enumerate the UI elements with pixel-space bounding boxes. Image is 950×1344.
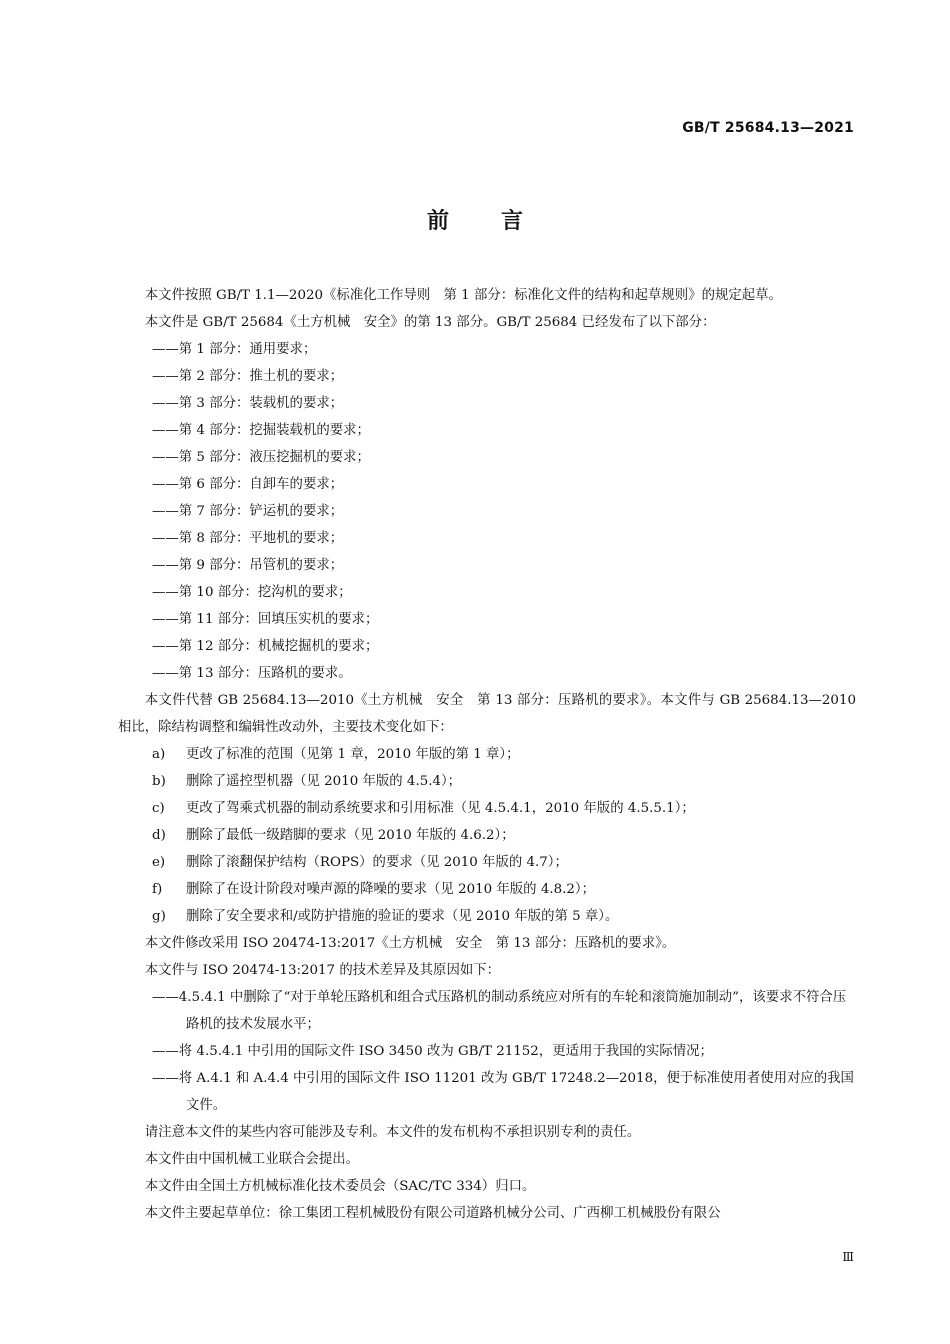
differences-intro: 本文件与 ISO 20474-13:2017 的技术差异及其原因如下：: [144, 963, 501, 978]
difference-item: ——将 4.5.4.1 中引用的国际文件 ISO 3450 改为 GB/T 21152，更适用于我国的实际情况；: [152, 1044, 713, 1059]
change-item: [118, 822, 856, 849]
change-item-label: f): [152, 882, 163, 897]
parts-list: [118, 336, 856, 687]
parts-list-item: ——第 12 部分：机械挖掘机的要求；: [152, 639, 379, 654]
adopt-statement: 本文件修改采用 ISO 20474-13:2017《土方机械 安全 第 13 部分：压路机的要求》。: [144, 936, 676, 951]
change-item: [118, 741, 856, 768]
page-number: Ⅲ: [842, 1250, 854, 1264]
difference-item: ——将 A.4.1 和 A.4.4 中引用的国际文件 ISO 11201 改为 GB/T 17248.2—2018，便于标准使用者使用对应的我国文件。: [152, 1071, 854, 1113]
replace-statement: 本文件代替 GB 25684.13—2010《土方机械 安全 第 13 部分：压路机的要求》。本文件与 GB 25684.13—2010 相比，除结构调整和编辑性改动外，主要技术变化如下：: [118, 693, 856, 735]
parts-list-item: ——第 1 部分：通用要求；: [152, 342, 317, 357]
parts-list-item: ——第 10 部分：挖沟机的要求；: [152, 585, 352, 600]
difference-item: ——4.5.4.1 中删除了“对于单轮压路机和组合式压路机的制动系统应对所有的车轮和滚筒施加制动”，该要求不符合压路机的技术发展水平；: [152, 990, 847, 1032]
parts-list-item: ——第 13 部分：压路机的要求。: [152, 666, 352, 681]
change-item-label: b): [152, 774, 166, 789]
change-item-text: 删除了最低一级踏脚的要求（见 2010 年版的 4.6.2）；: [186, 828, 515, 843]
change-item-label: e): [152, 855, 166, 870]
change-item-label: c): [152, 801, 165, 816]
page-title: 前言: [426, 209, 575, 234]
change-item: [118, 903, 856, 930]
change-item: [118, 876, 856, 903]
intro-paragraph-1: 本文件按照 GB/T 1.1—2020《标准化工作导则 第 1 部分：标准化文件的结构和起草规则》的规定起草。: [144, 288, 782, 303]
change-item-label: g): [152, 909, 166, 924]
differences-list: [118, 984, 856, 1119]
change-item-text: 删除了滚翻保护结构（ROPS）的要求（见 2010 年版的 4.7）；: [186, 855, 568, 870]
change-item: [118, 768, 856, 795]
document-body: [118, 282, 856, 1227]
proposer-statement: 本文件由中国机械工业联合会提出。: [144, 1152, 360, 1167]
parts-list-item: ——第 9 部分：吊管机的要求；: [152, 558, 344, 573]
parts-list-item: ——第 8 部分：平地机的要求；: [152, 531, 344, 546]
parts-list-item: ——第 3 部分：装载机的要求；: [152, 396, 344, 411]
change-item-label: a): [152, 747, 166, 762]
parts-list-item: ——第 7 部分：铲运机的要求；: [152, 504, 344, 519]
change-item-text: 删除了在设计阶段对噪声源的降噪的要求（见 2010 年版的 4.8.2）；: [186, 882, 595, 897]
changes-list: [118, 741, 856, 930]
change-item-text: 更改了驾乘式机器的制动系统要求和引用标准（见 4.5.4.1，2010 年版的 4.5.5.1）；: [186, 801, 695, 816]
parts-list-item: ——第 11 部分：回填压实机的要求；: [152, 612, 379, 627]
change-item-text: 更改了标准的范围（见第 1 章，2010 年版的第 1 章）；: [186, 747, 520, 762]
parts-list-item: ——第 2 部分：推土机的要求；: [152, 369, 344, 384]
committee-statement: 本文件由全国土方机械标准化技术委员会（SAC/TC 334）归口。: [144, 1179, 536, 1194]
change-item-text: 删除了遥控型机器（见 2010 年版的 4.5.4）；: [186, 774, 462, 789]
change-item: [118, 849, 856, 876]
change-item-label: d): [152, 828, 166, 843]
change-item: [118, 795, 856, 822]
parts-list-item: ——第 5 部分：液压挖掘机的要求；: [152, 450, 370, 465]
intro-paragraph-2: 本文件是 GB/T 25684《土方机械 安全》的第 13 部分。GB/T 25684 已经发布了以下部分：: [144, 315, 716, 330]
parts-list-item: ——第 6 部分：自卸车的要求；: [152, 477, 344, 492]
change-item-text: 删除了安全要求和/或防护措施的验证的要求（见 2010 年版的第 5 章）。: [186, 909, 619, 924]
patent-notice: 请注意本文件的某些内容可能涉及专利。本文件的发布机构不承担识别专利的责任。: [144, 1125, 641, 1140]
drafters-statement: 本文件主要起草单位：徐工集团工程机械股份有限公司道路机械分公司、广西柳工机械股份有限公: [144, 1206, 721, 1221]
parts-list-item: ——第 4 部分：挖掘装载机的要求；: [152, 423, 370, 438]
standard-number: GB/T 25684.13—2021: [682, 120, 854, 136]
